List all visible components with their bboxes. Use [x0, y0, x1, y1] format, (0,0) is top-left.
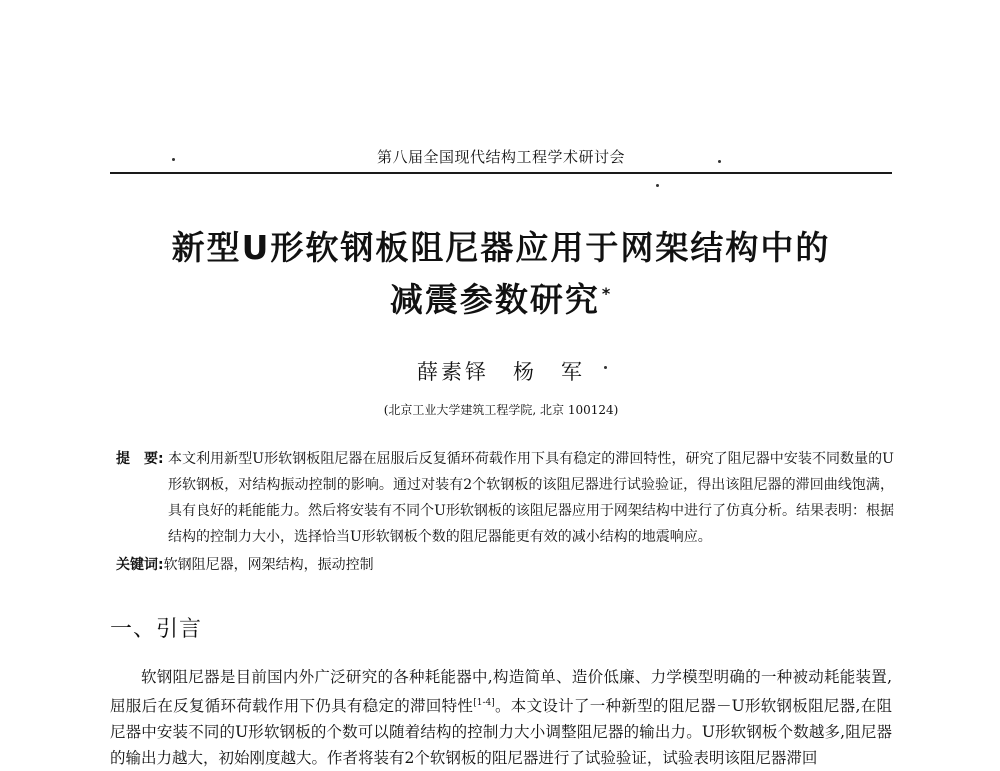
header-rule	[110, 172, 892, 174]
abstract	[116, 446, 894, 550]
keywords-text: 软钢阻尼器，网架结构，振动控制	[163, 557, 374, 573]
paragraph-text-part-2: 。本文设计了一种新型的阻尼器－U形软钢板阻尼器,在阻尼器中安装不同的U形软钢板的个数可以随着结构的控制力大小调整阻尼器的输出力。U形软钢板个数越多,阻尼器的输出力越大，初始刚度越大。作者将装有2个软钢板的阻尼器进行了试验验证，试验表明该阻尼器滞回	[110, 697, 892, 768]
keywords	[116, 554, 894, 574]
paragraph-text-part-1: 软钢阻尼器是目前国内外广泛研究的各种耗能器中,构造简单、造价低廉、力学模型明确的一种被动耗能装置,屈服后在反复循环荷载作用下仍具有稳定的滞回特性	[110, 668, 892, 716]
title-text-line-1: 新型U形软钢板阻尼器应用于网架结构中的	[171, 228, 831, 267]
introduction-paragraph	[110, 664, 892, 771]
section-heading-introduction: 一、引言	[110, 617, 203, 642]
citation-reference: [1-4]	[473, 698, 495, 708]
abstract-label: 提 要:	[116, 451, 164, 467]
authors: 薛素铎 杨 军	[417, 360, 585, 384]
keywords-label: 关键词:	[116, 557, 164, 573]
abstract-text: 本文利用新型U形软钢板阻尼器在屈服后反复循环荷载作用下具有稳定的滞回特性，研究了阻尼器中安装不同数量的U形软钢板，对结构振动控制的影响。通过对装有2个软钢板的该阻尼器进行试验验证，得出该阻尼器的滞回曲线饱满，具有良好的耗能能力。然后将安装有不同个U形软钢板的该阻尼器应用于网架结构中进行了仿真分析。结果表明：根据结构的控制力大小，选择恰当U形软钢板个数的阻尼器能更有效的减小结构的地震响应。	[168, 451, 894, 545]
running-header: 第八届全国现代结构工程学术研讨会	[376, 148, 625, 166]
paper-title-line-1	[110, 222, 892, 269]
paper-title-line-2	[110, 274, 892, 321]
title-footnote-mark: *	[601, 284, 613, 303]
affiliation: (北京工业大学建筑工程学院, 北京 100124)	[383, 403, 619, 417]
title-text-line-2: 减震参数研究	[389, 280, 600, 319]
scan-speck	[656, 184, 659, 187]
